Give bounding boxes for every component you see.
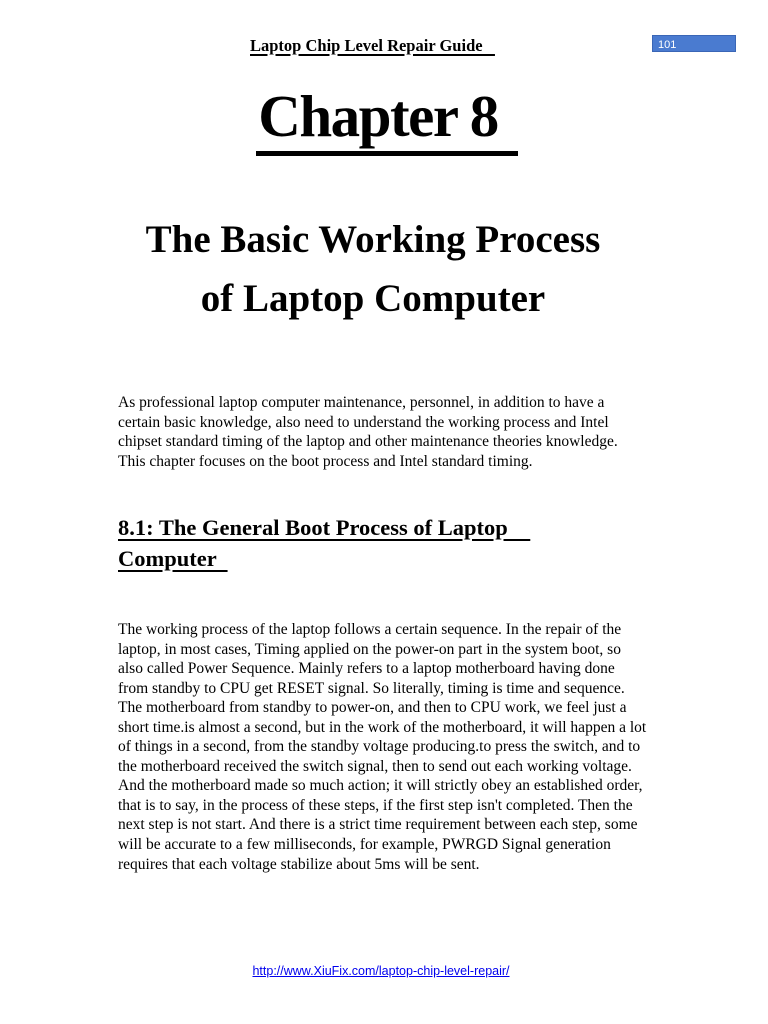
chapter-subtitle-line-2: of Laptop Computer — [200, 277, 546, 320]
section-heading-line-1: 8.1: The General Boot Process of Laptop — [118, 515, 531, 540]
chapter-title — [0, 80, 768, 156]
intro-paragraph: As professional laptop computer maintenance, personnel, in addition to have a certain basic knowledge, also need to understand the working process and Intel chipset standard timing of the laptop and other maintenance theories knowledge. This chapter focuses on the boot process and Intel standard timing. — [118, 394, 618, 470]
section-heading-line-2: Computer — [118, 546, 228, 571]
page-number-badge: 101 — [652, 35, 736, 52]
running-header-title: Laptop Chip Level Repair Guide — [250, 36, 495, 55]
section-paragraph: The working process of the laptop follows a certain sequence. In the repair of the laptop, in most cases, Timing applied on the power-on part in the system boot, so also called Power Sequence. Mainly refers to a laptop motherboard having done from standby to CPU get RESET signal. So literally, timing is time and sequence. The motherboard from standby to power-on, and then to CPU work, we feel just a short time.is almost a second, but in the work of the motherboard, it will happen a lot of things in a second, from the standby voltage producing.to press the switch, and to the motherboard received the switch signal, then to send out each working voltage. And the motherboard made so much action; it will strictly obey an established order, that is to say, in the process of these steps, if the first step isn't completed. Then the next step is not start. And there is a strict time requirement between each step, some will be accurate to a few milliseconds, for example, PWRGD Signal generation requires that each voltage stabilize about 5ms will be sent. — [118, 621, 647, 873]
chapter-title-text: Chapter 8 — [256, 81, 517, 156]
chapter-subtitle — [0, 210, 746, 328]
chapter-subtitle-line-1: The Basic Working Process — [145, 218, 601, 261]
footer-url-link[interactable]: http://www.XiuFix.com/laptop-chip-level-repair/ — [252, 964, 510, 978]
section-heading — [118, 512, 598, 574]
